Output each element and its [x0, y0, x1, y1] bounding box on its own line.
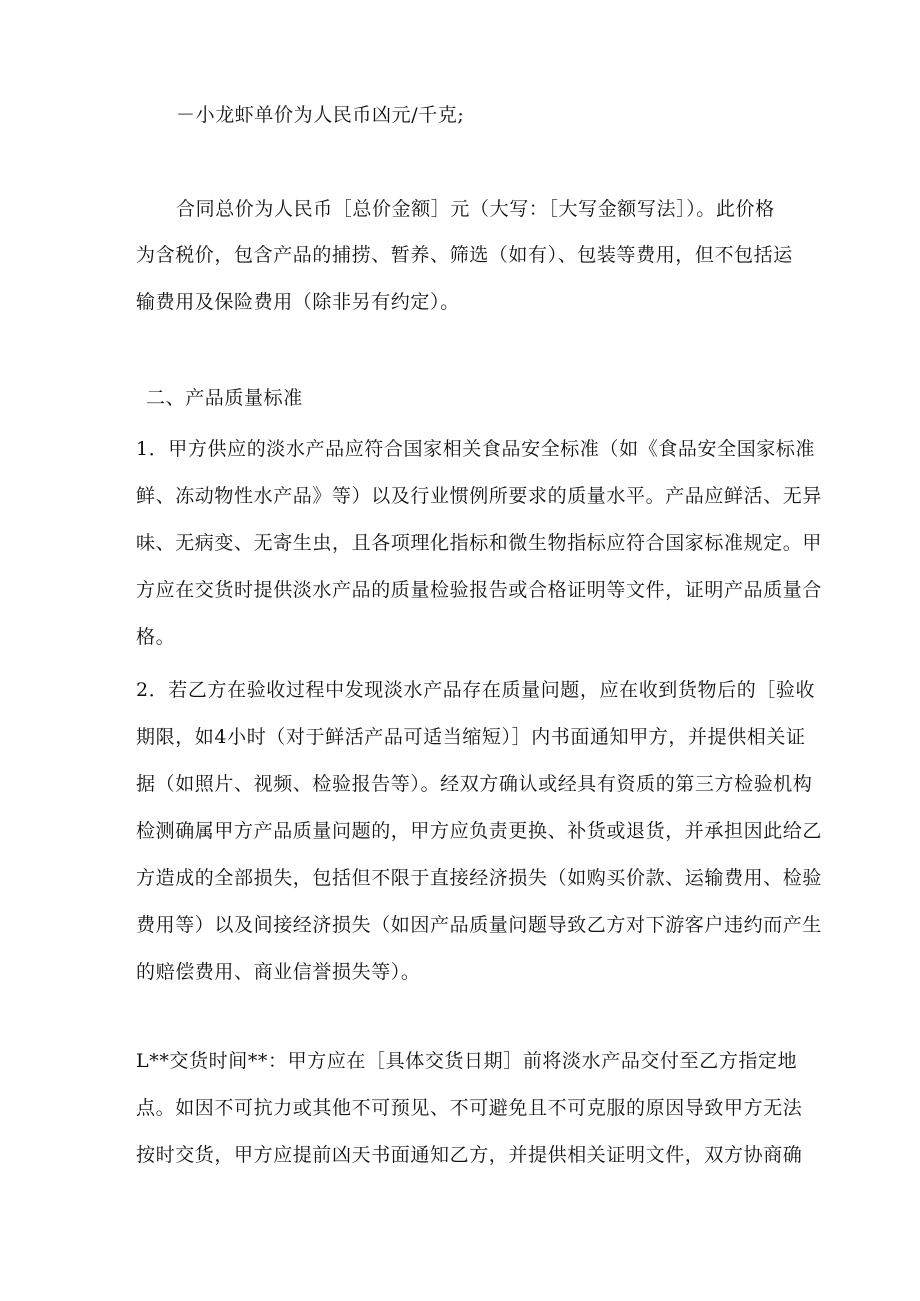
clause-1-line-3: 味、无病变、无寄生虫，且各项理化指标和微生物指标应符合国家标准规定。甲 — [136, 532, 823, 554]
clause-2-line-5: 方造成的全部损失，包括但不限于直接经济损失（如购买价款、运输费用、检验 — [136, 867, 823, 889]
clause-2-line-3: 据（如照片、视频、检验报告等）。经双方确认或经具有资质的第三方检验机构 — [136, 773, 813, 795]
section-heading: 二、产品质量标准 — [146, 387, 303, 409]
clause-1-line-2: 鲜、冻动物性水产品》等）以及行业惯例所要求的质量水平。产品应鲜活、无异 — [136, 485, 823, 507]
clause-2-line-1: 2．若乙方在验收过程中发现淡水产品存在质量问题，应在收到货物后的［验收 — [136, 679, 816, 701]
clause-1-line-5: 格。 — [136, 626, 176, 648]
delivery-line-3: 按时交货，甲方应提前凶天书面通知乙方，并提供相关证明文件，双方协商确 — [136, 1144, 803, 1166]
delivery-line-1: L**交货时间**：甲方应在［具体交货日期］前将淡水产品交付至乙方指定地 — [136, 1050, 798, 1072]
total-price-line-3: 输费用及保险费用（除非另有约定）。 — [136, 291, 460, 313]
clause-2-line-2: 期限，如4小时（对于鲜活产品可适当缩短）］内书面通知甲方，并提供相关证 — [136, 726, 806, 748]
clause-1-line-4: 方应在交货时提供淡水产品的质量检验报告或合格证明等文件，证明产品质量合 — [136, 579, 823, 601]
delivery-line-2: 点。如因不可抗力或其他不可预见、不可避免且不可克服的原因导致甲方无法 — [136, 1097, 803, 1119]
total-price-line-2: 为含税价，包含产品的捕捞、暂养、筛选（如有）、包装等费用，但不包括运 — [136, 244, 793, 266]
clause-2-line-7: 的赔偿费用、商业信誉损失等）。 — [136, 961, 421, 983]
clause-2-line-4: 检测确属甲方产品质量问题的，甲方应负责更换、补货或退货，并承担因此给乙 — [136, 820, 823, 842]
price-item: －小龙虾单价为人民币凶元/千克; — [176, 104, 465, 126]
clause-2-line-6: 费用等）以及间接经济损失（如因产品质量问题导致乙方对下游客户违约而产生 — [136, 914, 823, 936]
clause-1-line-1: 1．甲方供应的淡水产品应符合国家相关食品安全标准（如《食品安全国家标准 — [136, 438, 816, 460]
total-price-line-1: 合同总价为人民币［总价金额］元（大写：［大写金额写法］）。此价格 — [176, 198, 775, 220]
